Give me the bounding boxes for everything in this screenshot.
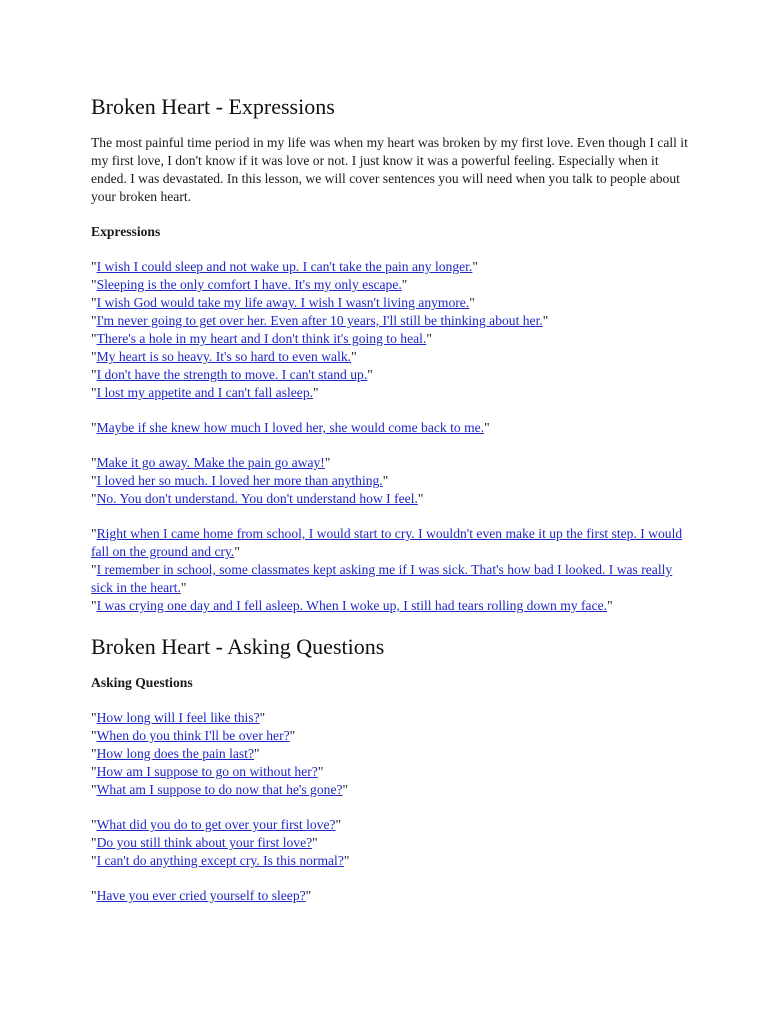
expression-link[interactable]: I don't have the strength to move. I can't stand up. (96, 367, 368, 382)
questions-group (91, 709, 691, 799)
list-item: "Make it go away. Make the pain go away!" (91, 455, 331, 470)
list-item: "Maybe if she knew how much I loved her, she would come back to me." (91, 420, 490, 435)
expression-link[interactable]: Maybe if she knew how much I loved her, she would come back to me. (96, 420, 485, 435)
question-link[interactable]: Have you ever cried yourself to sleep? (96, 888, 306, 903)
list-item: "I wish I could sleep and not wake up. I can't take the pain any longer." (91, 259, 478, 274)
list-item: "What am I suppose to do now that he's gone?" (91, 782, 349, 797)
list-item: "How long will I feel like this?" (91, 710, 266, 725)
expression-link[interactable]: Sleeping is the only comfort I have. It's my only escape. (96, 277, 402, 292)
list-item: "Have you ever cried yourself to sleep?" (91, 888, 312, 903)
document-body (91, 92, 691, 922)
list-item: "My heart is so heavy. It's so hard to even walk." (91, 349, 357, 364)
expression-link[interactable]: I lost my appetite and I can't fall asleep. (96, 385, 314, 400)
question-link[interactable]: How am I suppose to go on without her? (96, 764, 318, 779)
question-link[interactable]: When do you think I'll be over her? (96, 728, 290, 743)
expression-link[interactable]: I was crying one day and I fell asleep. When I woke up, I still had tears rolling down my face. (96, 598, 608, 613)
list-item: "No. You don't understand. You don't understand how I feel." (91, 491, 424, 506)
question-link[interactable]: What am I suppose to do now that he's gone? (96, 782, 343, 797)
subheading-questions: Asking Questions (91, 675, 193, 690)
list-item: "How am I suppose to go on without her?" (91, 764, 324, 779)
list-item: "I lost my appetite and I can't fall asleep." (91, 385, 319, 400)
expression-link[interactable]: My heart is so heavy. It's so hard to even walk. (96, 349, 352, 364)
questions-group (91, 887, 691, 905)
list-item: "Right when I came home from school, I would start to cry. I wouldn't even make it up the first step. I would fall on the ground and cry." (91, 526, 683, 559)
question-link[interactable]: What did you do to get over your first love? (96, 817, 336, 832)
section-title-expressions: Broken Heart - Expressions (91, 94, 335, 119)
list-item: "There's a hole in my heart and I don't think it's going to heal." (91, 331, 432, 346)
expressions-group (91, 525, 691, 615)
subheading-expressions: Expressions (91, 224, 161, 239)
list-item: "I was crying one day and I fell asleep. When I woke up, I still had tears rolling down my face." (91, 598, 613, 613)
list-item: "I remember in school, some classmates kept asking me if I was sick. That's how bad I looked. I was really sick in the heart." (91, 562, 673, 595)
list-item: "When do you think I'll be over her?" (91, 728, 296, 743)
question-link[interactable]: How long does the pain last? (96, 746, 254, 761)
question-link[interactable]: Do you still think about your first love? (96, 835, 313, 850)
expression-link[interactable]: I remember in school, some classmates kept asking me if I was sick. That's how bad I looked. I was really sick in the heart. (91, 562, 673, 595)
question-link[interactable]: How long will I feel like this? (96, 710, 260, 725)
intro-paragraph: The most painful time period in my life was when my heart was broken by my first love. Even though I call it my first love, I don't know if it was love or not. I just know it was a powerful feeling. Especially when it ended. I was devastated. In this lesson, we will cover sentences you will need when you talk to people about your broken heart. (91, 135, 688, 204)
expression-link[interactable]: No. You don't understand. You don't understand how I feel. (96, 491, 418, 506)
list-item: "How long does the pain last?" (91, 746, 260, 761)
list-item: "I don't have the strength to move. I can't stand up." (91, 367, 373, 382)
expression-link[interactable]: I wish God would take my life away. I wish I wasn't living anymore. (96, 295, 470, 310)
expression-link[interactable]: Right when I came home from school, I would start to cry. I wouldn't even make it up the first step. I would fall on the ground and cry. (91, 526, 683, 559)
expression-link[interactable]: I wish I could sleep and not wake up. I can't take the pain any longer. (96, 259, 473, 274)
list-item: "I'm never going to get over her. Even after 10 years, I'll still be thinking about her." (91, 313, 549, 328)
expressions-group (91, 258, 691, 402)
list-item: "I wish God would take my life away. I wish I wasn't living anymore." (91, 295, 475, 310)
list-item: "I loved her so much. I loved her more than anything." (91, 473, 389, 488)
expression-link[interactable]: I loved her so much. I loved her more than anything. (96, 473, 383, 488)
expression-link[interactable]: There's a hole in my heart and I don't think it's going to heal. (96, 331, 427, 346)
list-item: "I can't do anything except cry. Is this normal?" (91, 853, 350, 868)
questions-group (91, 816, 691, 870)
section-title-questions: Broken Heart - Asking Questions (91, 634, 385, 659)
expressions-group (91, 454, 691, 508)
question-link[interactable]: I can't do anything except cry. Is this normal? (96, 853, 344, 868)
expressions-group (91, 419, 691, 437)
list-item: "Do you still think about your first love?" (91, 835, 318, 850)
expression-link[interactable]: Make it go away. Make the pain go away! (96, 455, 325, 470)
list-item: "What did you do to get over your first love?" (91, 817, 342, 832)
list-item: "Sleeping is the only comfort I have. It's my only escape." (91, 277, 408, 292)
expression-link[interactable]: I'm never going to get over her. Even after 10 years, I'll still be thinking about her. (96, 313, 543, 328)
